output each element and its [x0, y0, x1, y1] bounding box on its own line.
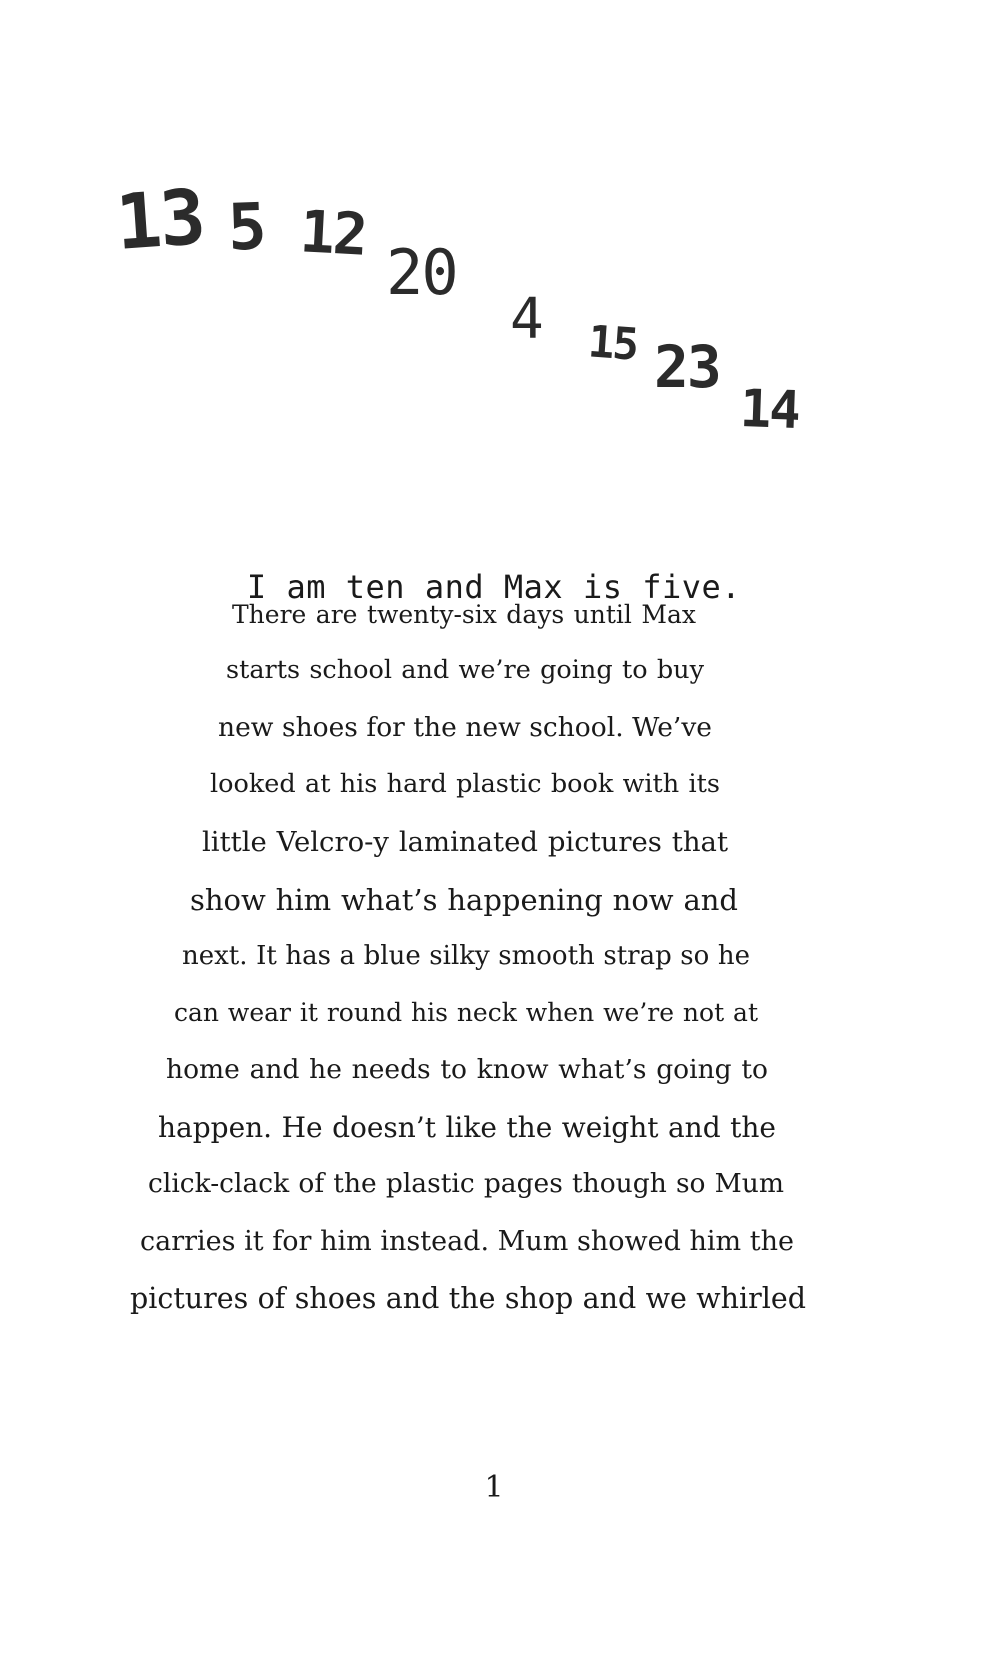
scattered-number: 4 — [510, 287, 542, 352]
scattered-number: 15 — [586, 316, 639, 371]
body-line: home and he needs to know what’s going to — [166, 1054, 768, 1085]
body-line: There are twenty-six days until Max — [232, 600, 696, 629]
scattered-number: 12 — [298, 197, 368, 269]
body-line: click-clack of the plastic pages though so Mum — [148, 1168, 784, 1199]
body-line: looked at his hard plastic book with its — [210, 769, 720, 799]
scattered-number: 5 — [226, 190, 266, 266]
body-line: can wear it round his neck when we’re not at — [174, 998, 758, 1027]
body-line: little Velcro-y laminated pictures that — [202, 826, 728, 858]
body-line: show him what’s happening now and — [190, 883, 738, 917]
body-line: carries it for him instead. Mum showed him the — [140, 1226, 794, 1257]
page-number: 1 — [484, 1470, 504, 1505]
lead-line: I am ten and Max is five. — [246, 568, 742, 606]
body-line: pictures of shoes and the shop and we whirled — [130, 1282, 806, 1315]
body-line: happen. He doesn’t like the weight and the — [158, 1111, 776, 1144]
body-line: starts school and we’re going to buy — [226, 655, 704, 685]
body-line: new shoes for the new school. We’ve — [218, 712, 712, 743]
body-line: next. It has a blue silky smooth strap so he — [182, 941, 750, 971]
scattered-number: 13 — [112, 172, 207, 267]
scattered-number: 23 — [654, 333, 720, 401]
scattered-number: 20 — [386, 236, 457, 309]
scattered-number: 14 — [738, 378, 800, 442]
